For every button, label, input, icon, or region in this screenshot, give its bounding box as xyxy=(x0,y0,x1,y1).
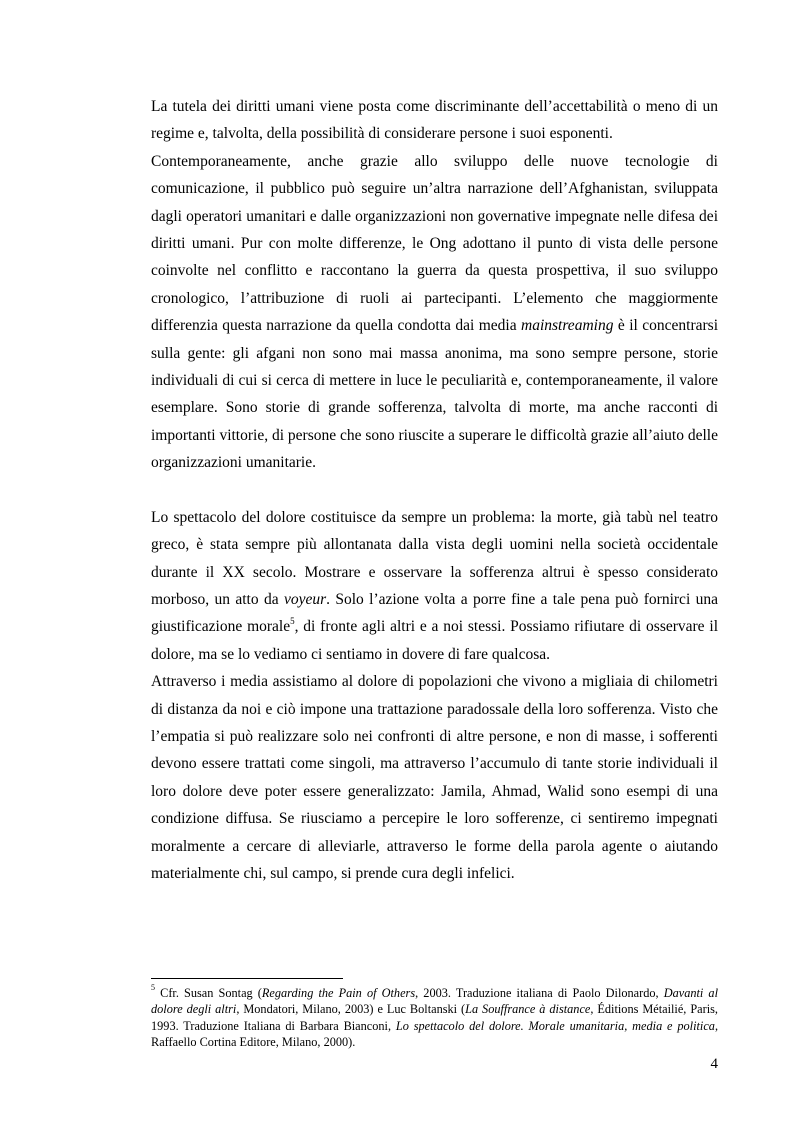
footnote-text-3: , Mondatori, Milano, 2003) e Luc Boltanski ( xyxy=(236,1002,466,1017)
paragraph-3-italic-term: voyeur xyxy=(283,590,327,608)
paragraph-3-text-b: . Solo l’azione volta a porre fine a tale pena può fornirci una giustificazione morale xyxy=(151,590,718,636)
paragraph-2-text-b: è il concentrarsi sulla gente: gli afgani non sono mai massa anonima, ma sono sempre persone, storie individuali di cui si cerca di mettere in luce le peculiarità e, contemporaneamente, il valore esemplare. Sono storie di grande sofferenza, talvolta di morte, ma anche racconti di importanti vittorie, di persone che sono riuscite a superare le difficoltà grazie all’aiuto delle organizzazioni umanitarie. xyxy=(151,317,718,472)
footnote-text-1: Cfr. Susan Sontag ( xyxy=(155,986,262,1000)
paragraph-4 xyxy=(151,668,718,887)
paragraph-spacer xyxy=(151,477,718,504)
footnote-text-2: , 2003. Traduzione italiana di Paolo Dilonardo, xyxy=(415,986,664,1000)
paragraph-3 xyxy=(151,504,718,668)
footnote-title-2: Davanti al dolore degli altri xyxy=(151,986,719,1017)
paragraph-1-text: La tutela dei diritti umani viene posta come discriminante dell’accettabilità o meno di un regime e, talvolta, della possibilità di considerare persone i suoi esponenti. xyxy=(151,98,718,143)
footnote-marker: 5 xyxy=(151,982,155,992)
footnote-text-4: , Éditions Métailié, Paris, 1993. Traduzione Italiana di Barbara Bianconi, xyxy=(151,1002,718,1033)
paragraph-1 xyxy=(151,93,718,148)
paragraph-4-text: Attraverso i media assistiamo al dolore di popolazioni che vivono a migliaia di chilometri di distanza da noi e ciò impone una trattazione paradossale della loro sofferenza. Visto che l’empatia si può realizzare solo nei confronti di altre persone, e non di masse, i sofferenti devono essere trattati come singoli, ma attraverso l’accumulo di tante storie individuali il loro dolore deve poter essere generalizzato: Jamila, Ahmad, Walid sono esempi di una condizione diffusa. Se riusciamo a percepire le loro sofferenze, ci sentiremo impegnati moralmente a cercare di alleviarle, attraverso le forme della parola agente o aiutando materialmente chi, sul campo, si prende cura degli infelici. xyxy=(151,673,718,882)
footnote-title-1: Regarding the Pain of Others xyxy=(261,986,416,1000)
paragraph-2-italic-term: mainstreaming xyxy=(521,317,614,335)
body-text xyxy=(151,93,718,887)
paragraph-2 xyxy=(151,148,718,477)
footnote-title-3: La Souffrance à distance xyxy=(465,1002,591,1017)
footnote-title-4: Lo spettacolo del dolore. Morale umanitaria, media e politica xyxy=(395,1018,715,1033)
footnote-divider xyxy=(151,978,343,979)
footnote-text-5: , Raffaello Cortina Editore, Milano, 2000). xyxy=(151,1018,719,1049)
footnote xyxy=(151,982,719,1050)
paragraph-3-text-a: Lo spettacolo del dolore costituisce da sempre un problema: la morte, già tabù nel teatro greco, è stata sempre più allontanata dalla vista degli uomini nella società occidentale durante il XX secolo. Mostrare e osservare la sofferenza altrui è spesso considerato morboso, un atto da xyxy=(151,508,718,608)
page-number: 4 xyxy=(710,1056,718,1072)
paragraph-2-text-a: Contemporaneamente, anche grazie allo sviluppo delle nuove tecnologie di comunicazione, il pubblico può seguire un’altra narrazione dell’Afghanistan, sviluppata dagli operatori umanitari e dalle organizzazioni non governative impegnate nelle difesa dei diritti umani. Pur con molte differenze, le Ong adottano il punto di vista delle persone coinvolte nel conflitto e raccontano la guerra da questa prospettiva, il suo sviluppo cronologico, l’attribuzione di ruoli ai partecipanti. L’elemento che maggiormente differenzia questa narrazione da quella condotta dai media xyxy=(151,152,718,335)
footnote-reference[interactable]: 5 xyxy=(290,616,295,627)
paragraph-3-text-c: , di fronte agli altri e a noi stessi. Possiamo rifiutare di osservare il dolore, ma se lo vediamo ci sentiamo in dovere di fare qualcosa. xyxy=(151,618,718,663)
